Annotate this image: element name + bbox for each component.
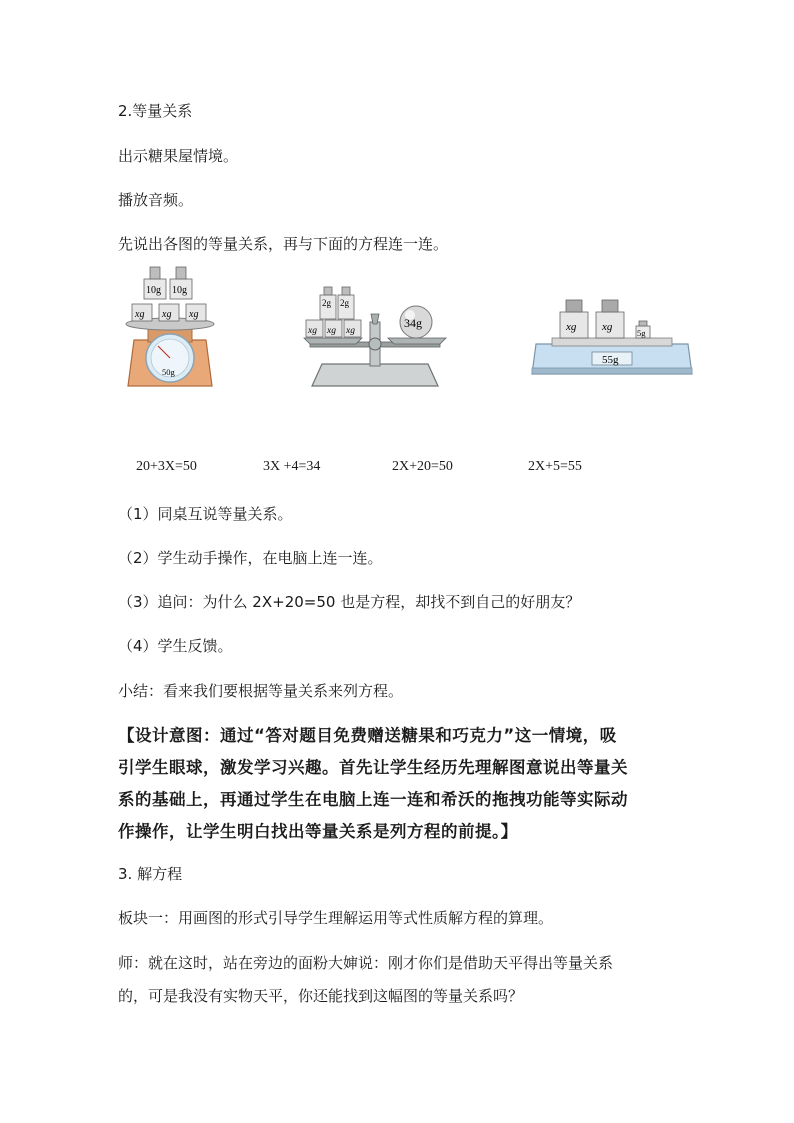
text-line: 的，可是我没有实物天平，你还能找到这幅图的等量关系吗？ (118, 987, 524, 1005)
weight-x-label: xg (566, 321, 577, 333)
section-heading: 3. 解方程 (118, 865, 183, 883)
weight-10g-label: 10g (172, 285, 187, 296)
text-line: 出示糖果屋情境。 (118, 147, 239, 165)
electronic-scale-figure (530, 294, 694, 378)
equation-4: 2X+5=55 (528, 459, 582, 474)
weight-x-label: xg (602, 321, 613, 333)
step-2: （2）学生动手操作，在电脑上连一连。 (118, 549, 383, 567)
weight-2g-label: 2g (322, 298, 331, 308)
equation-2: 3X +4=34 (263, 459, 321, 474)
equation-1: 20+3X=50 (136, 459, 197, 474)
design-intent-line: 【设计意图：通过“答对题目免费赠送糖果和巧克力”这一情境，吸 (118, 726, 617, 745)
step-4: （4）学生反馈。 (118, 637, 233, 655)
design-intent-line: 作操作，让学生明白找出等量关系是列方程的前提。】 (118, 822, 518, 841)
weight-x-label: xg (135, 309, 145, 320)
design-intent-line: 引学生眼球，激发学习兴趣。首先让学生经历先理解图意说出等量关 (118, 758, 628, 777)
weight-x-label: xg (189, 309, 199, 320)
balance-scale-figure (300, 282, 450, 390)
equation-3: 2X+20=50 (392, 459, 453, 474)
weight-x-label: xg (162, 309, 172, 320)
weight-5g-label: 5g (637, 328, 646, 338)
weight-x-label: xg (308, 326, 317, 336)
dial-scale-figure (122, 262, 218, 388)
weight-x-label: xg (327, 326, 336, 336)
text-line: 板块一：用画图的形式引导学生理解运用等式性质解方程的算理。 (118, 909, 554, 927)
section-heading: 2.等量关系 (118, 102, 193, 120)
dial-label: 50g (162, 367, 175, 377)
display-55g: 55g (602, 354, 619, 366)
weight-2g-label: 2g (340, 298, 349, 308)
step-3: （3）追问：为什么 2X+20=50 也是方程，却找不到自己的好朋友？ (118, 593, 581, 611)
text-line: 播放音频。 (118, 191, 194, 209)
ball-34g-label: 34g (404, 316, 422, 330)
step-1: （1）同桌互说等量关系。 (118, 505, 293, 523)
design-intent-line: 系的基础上，再通过学生在电脑上连一连和希沃的拖拽功能等实际动 (118, 790, 628, 809)
weight-10g-label: 10g (146, 285, 161, 296)
weight-x-label: xg (346, 326, 355, 336)
text-line: 先说出各图的等量关系，再与下面的方程连一连。 (118, 235, 449, 253)
summary-text: 小结：看来我们要根据等量关系来列方程。 (118, 682, 404, 700)
text-line: 师：就在这时，站在旁边的面粉大婶说：刚才你们是借助天平得出等量关系 (118, 954, 614, 972)
